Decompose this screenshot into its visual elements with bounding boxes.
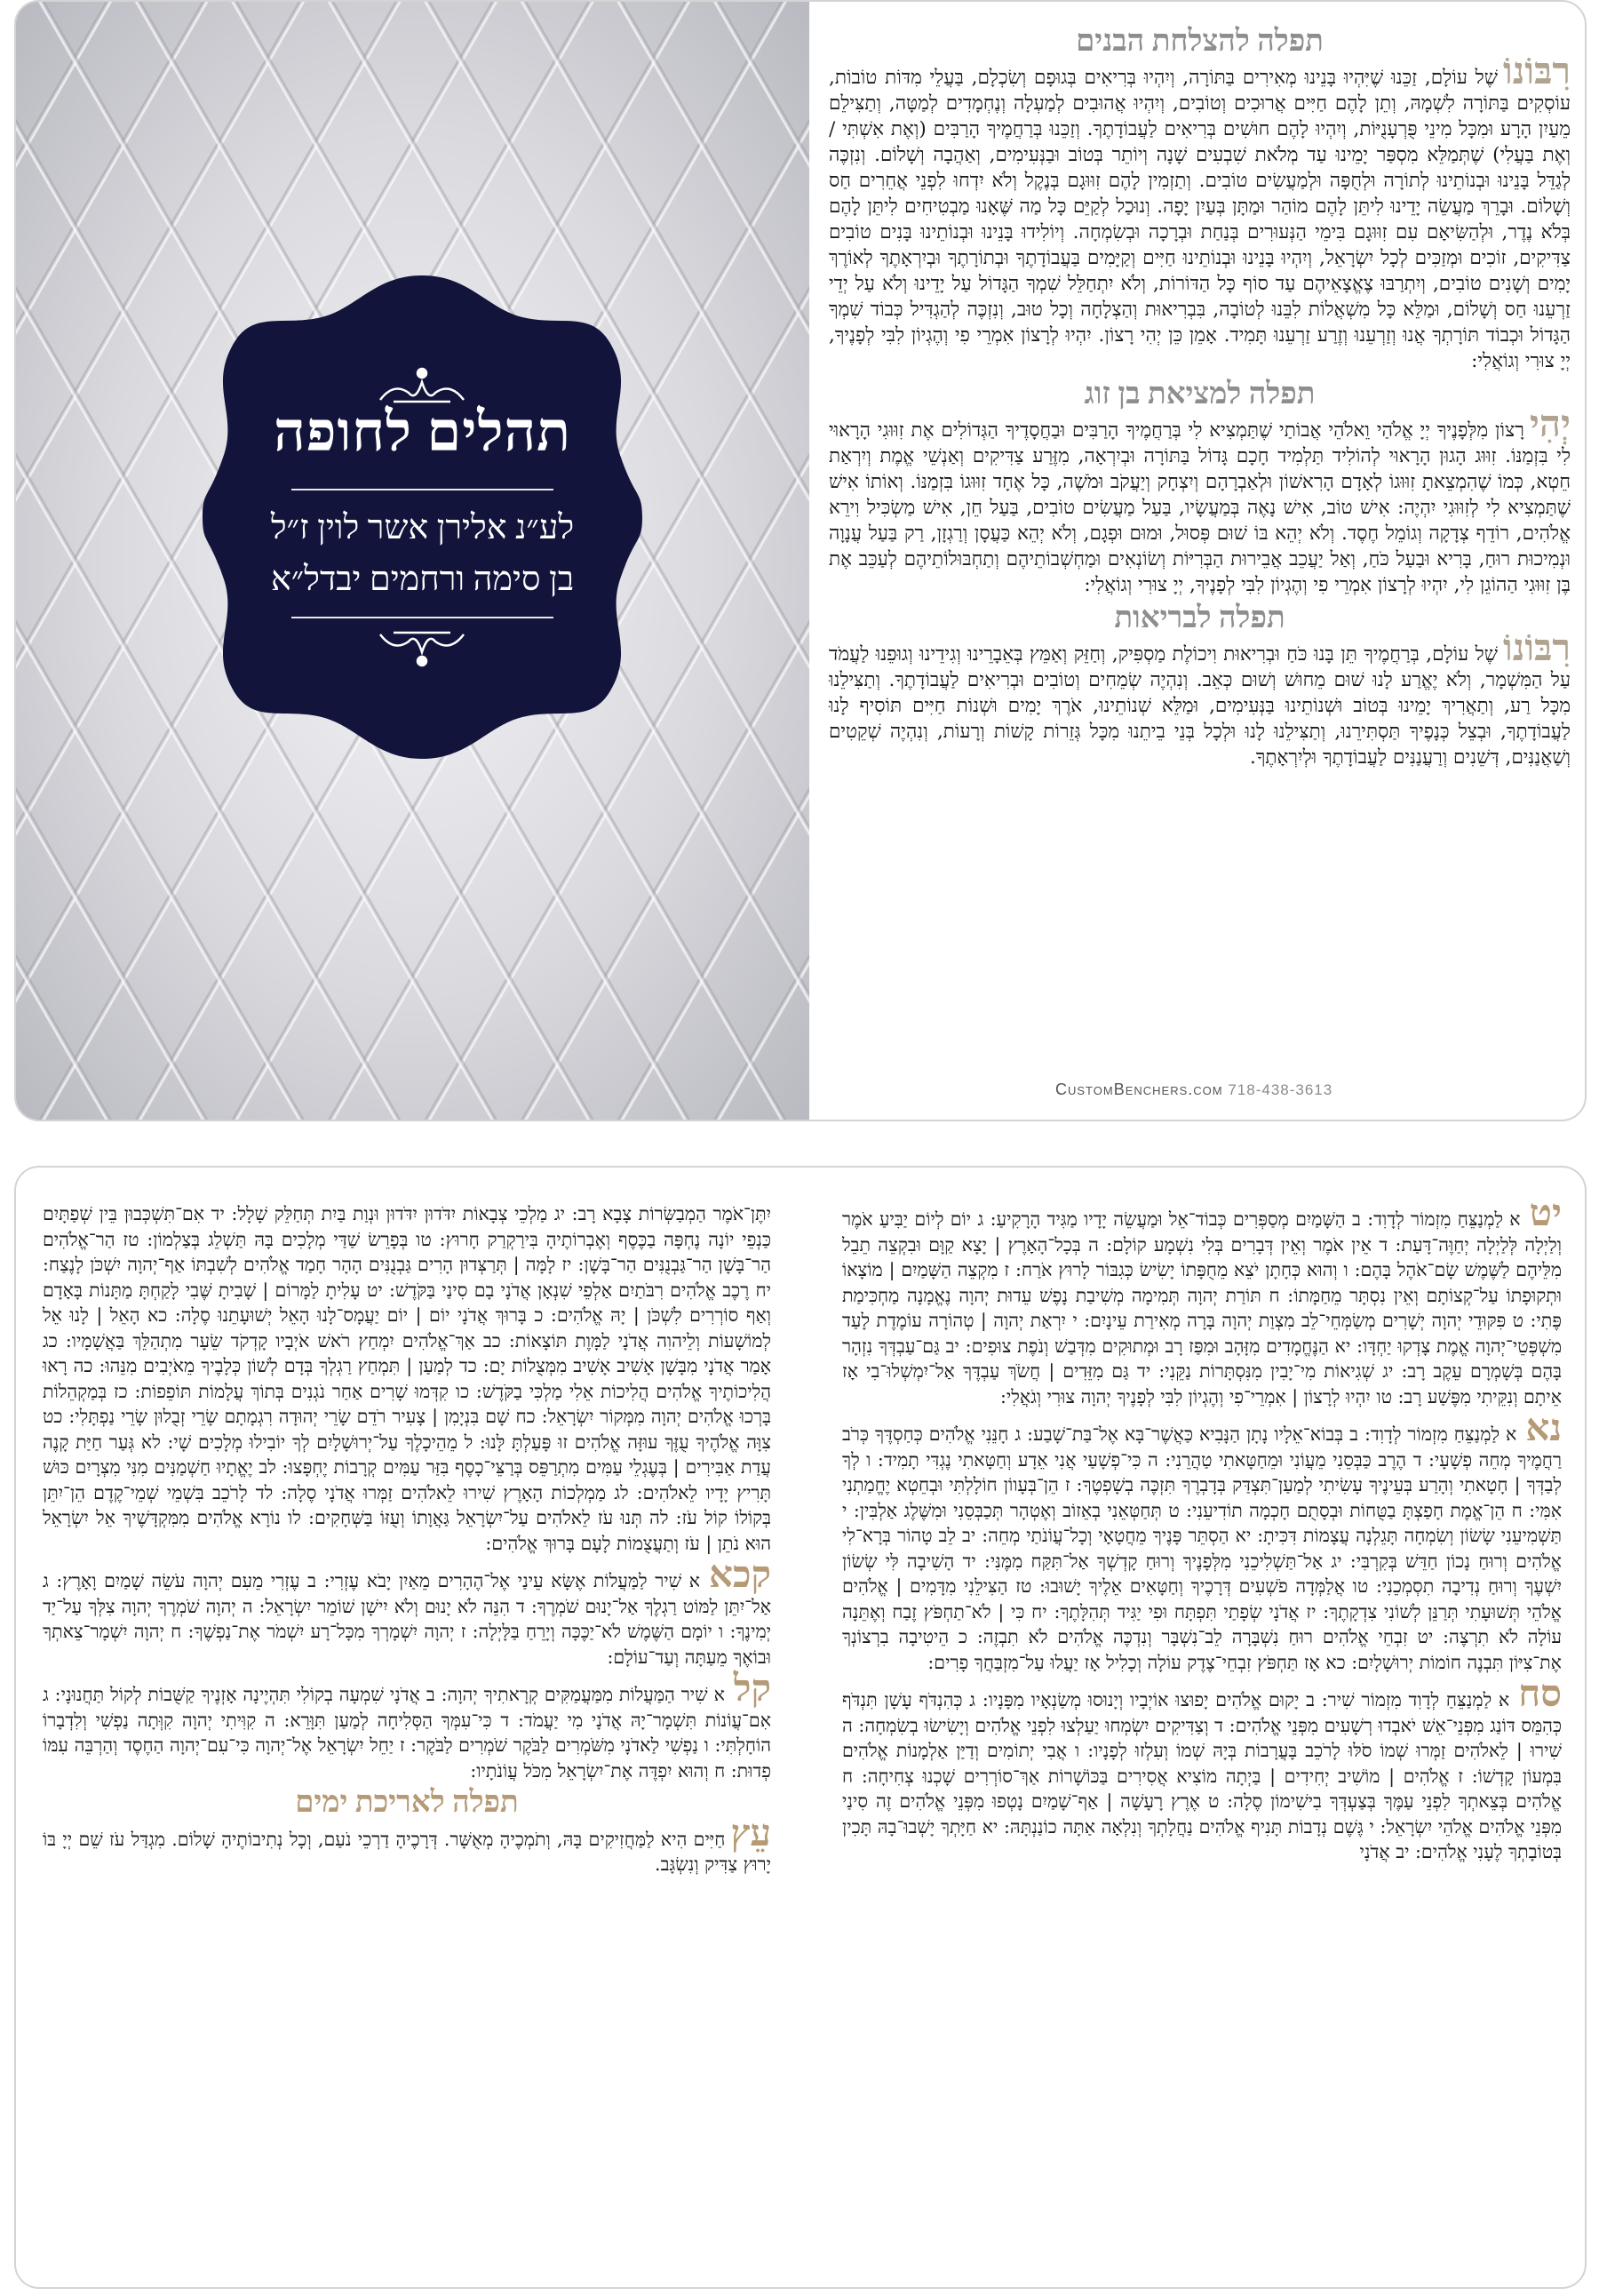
badge-dedication-line1: לע״נ אלירן אשר לוין ז״ל: [270, 509, 575, 546]
psalm-number: קל: [733, 1669, 771, 1710]
bottom-card: [14, 1166, 1587, 2289]
psalm-text: א שִׁיר לַמַּעֲלוֹת אֶשָּׂא עֵינַי אֶל־הֶהָרִים מֵאַיִן יָבֹא עֶזְרִי: ב עֶזְרִי מֵעִם יְהוָה עֹשֵׂה שָׁמַיִם וָאָרֶץ: ג אַל־יִתֵּן לַמּוֹט רַגְלֶךָ אַל־יָנוּם שֹׁמְרֶךָ: ד הִנֵּה לֹא יָנוּם וְלֹא יִישָׁן שׁוֹמֵר יִשְׂרָאֵל: ה יְהוָה שֹׁמְרֶךָ יְהוָה צִלְּךָ עַל־יַד יְמִינֶךָ: ו יוֹמָם הַשֶּׁמֶשׁ לֹא־יַכֶּכָּה וְיָרֵחַ בַּלָּיְלָה: ז יְהוָה יִשְׁמָרְךָ מִכָּל־רָע יִשְׁמֹר אֶת־נַפְשֶׁךָ: ח יְהוָה יִשְׁמָר־צֵאתְךָ וּבוֹאֶךָ מֵעַתָּה וְעַד־עוֹלָם:: [43, 1570, 771, 1668]
prayer-text: שֶׁל עוֹלָם, זַכֵּנוּ שֶׁיִּהְיוּ בָּנֵינוּ מְאִירִים בַּתּוֹרָה, וְיִהְיוּ בְּרִיאִים בְּגוּפָם וְשִׂכְלָם, בַּעֲלֵי מִדּוֹת טוֹבוֹת, עוֹסְקִים בַּתּוֹרָה לִשְׁמָהּ, וְתֵן לָהֶם חַיִּים אֲרוּכִים וְטוֹבִים, וְיִהְיוּ אֲהוּבִים לְמַעְלָה וְנֶחְמָדִים לְמַטָּה, וְתַצִּילֵם מֵעַיִן הָרָע וּמִכָּל מִינֵי פֻּרְעָנֻיּוֹת, וְיִהְיוּ לָהֶם חוּשִׁים בְּרִיאִים לַעֲבוֹדָתֶךָ. וְזַכֵּנוּ בְּרַחֲמֶיךָ הָרַבִּים (וְאֶת אִשְׁתִּי / וְאֶת בַּעֲלִי) שֶׁתְּמַלֵּא מִסְפַּר יָמֵינוּ עַד מְלֹאת שִׁבְעִים שָׁנָה וְיוֹתֵר בְּטוֹב וּבַנְּעִימִים, וְאַהֲבָה וְשָׁלוֹם. וְנִזְכֶּה לְגַדֵּל בָּנֵינוּ וּבְנוֹתֵינוּ לְתוֹרָה וּלְחֻפָּה וּלְמַעֲשִׂים טוֹבִים. וְתַזְמִין לָהֶם זִוּוּגָם בְּנֶקֶל וְלֹא יִדְחוּ לִפְנֵי אֲחֵרִים חַס וְשָׁלוֹם. וּבָרֵךְ מַעֲשֵׂה יָדֵינוּ לִיתֵּן לָהֶם מוֹהַר וּמַתָּן בְּעַיִן יָפָה. וְנוּכַל לְקַיֵּם כָּל מַה שֶּׁאָנוּ מַבְטִיחִים לִיתֵּן לָהֶם בְּלֹא נֶדֶר, וּלְהַשִּׂיאָם עִם זִוּוּגָם בִּימֵי הַנְּעוּרִים בְּנַחַת וּבְרָכָה וּבְשִׂמְחָה. וְיוֹלִידוּ בָּנֵינוּ וּבְנוֹתֵינוּ בָּנִים טוֹבִים צַדִּיקִים, זוֹכִים וּמְזַכִּים לְכָל יִשְׂרָאֵל, וְיִהְיוּ בָּנֵינוּ וּבְנוֹתֵינוּ חַיִּים וְקַיָּמִים בַּעֲבוֹדָתֶךָ וּבְתוֹרָתֶךָ וּבְיִרְאָתֶךָ לְאוֹרֶךְ יָמִים וְשָׁנִים טוֹבִים, וְיִתְרַבּוּ צֶאֱצָאֵיהֶם עַד סוֹף כָּל הַדּוֹרוֹת, וְלֹא יִתְחַלֵּל שִׁמְךָ הַגָּדוֹל עַל יָדֵינוּ וְלֹא עַל יְדֵי זַרְעֵנוּ חַס וְשָׁלוֹם, וּמַלֵּא כָּל מִשְׁאֲלוֹת לִבֵּנוּ לְטוֹבָה, בִּבְרִיאוּת וְהַצְלָחָה וְכָל טוּב, וְנִזְכֶּה לְהַגְדִּיל כְּבוֹד שִׁמְךָ הַגָּדוֹל וּכְבוֹד תּוֹרָתְךָ אֲנוּ וְזַרְעֵנוּ וְזֶרַע זַרְעֵנוּ תָּמִיד. אָמֵן כֵּן יְהִי רָצוֹן. יִהְיוּ לְרָצוֹן אִמְרֵי פִי וְהֶגְיוֹן לִבִּי לְפָנֶיךָ, יְיָ צוּרִי וְגוֹאֲלִי:: [829, 67, 1571, 372]
dropcap: עֵץ: [730, 1813, 771, 1854]
footer: [1055, 1080, 1332, 1099]
psalm-paragraph: [43, 1201, 771, 1556]
prayer-text: רָצוֹן מִלְּפָנֶיךָ יְיָ אֱלֹהַי וֵאלֹהֵי אֲבוֹתַי שֶׁתַּמְצִיא לִי בְּרַחֲמֶיךָ הָרַבִּים וּבַחֲסָדֶיךָ הַגְּדוֹלִים אֶת זִוּוּגִי הָרָאוּי לִי בִּזְמַנּוֹ. זִוּוּג הָגוּן הָרָאוּי לְהוֹלִיד תַּלְמִיד חָכָם גָּדוֹל בַּתּוֹרָה וּבְיִרְאָה, מִזֶּרַע צַדִּיקִים וְאַנְשֵׁי אֱמֶת וְיִרְאַת חֵטְא, כְּמוֹ שֶׁהִמְצֵאתָ זִוּוּגוֹ לְאָדָם הָרִאשׁוֹן וּלְאַבְרָהָם וְיִצְחָק וְיַעֲקֹב וּמֹשֶׁה, כָּל אֶחָד זִוּוּגוֹ בִּזְמַנּוֹ. וְאוֹתוֹ אִישׁ שֶׁתַּמְצִיא לִי לְזִוּוּגִי יִהְיֶה: אִישׁ טוֹב, אִישׁ נָאֶה בְּמַעֲשָׂיו, בַּעַל מַעֲשִׂים טוֹבִים, בַּעַל חֵן, אִישׁ מַשְׂכִּיל וִירֵא אֱלֹהִים, רוֹדֵף צְדָקָה וְגוֹמֵל חֶסֶד. וְלֹא יְהֵא בּוֹ שׁוּם פְּסוּל, וּמוּם וּפְגָם, וְלֹא יְהֵא כַּעֲסָן וְרַגְזָן, רַק בַּעַל עֲנָוָה וּנְמִיכוּת רוּחַ, בָּרִיא וּבַעַל כֹּחַ, וְאַל יַעֲכֵב אֲבֵירוּת הַבְּרִיּוֹת וְשׂוֹנְאִים וּמַחְשְׁבוֹתֵיהֶם וְתַחְבּוּלוֹתֵיהֶם לְעַכֵּב אֶת בֶּן זִוּוּגִי הַהוֹגֵן לִי, יִהְיוּ לְרָצוֹן אִמְרֵי פִי וְהֶגְיוֹן לִבִּי לְפָנֶיךָ, יְיָ צוּרִי וְגוֹאֲלִי:: [829, 419, 1571, 596]
psalm-text: א לַמְנַצֵּחַ מִזְמוֹר לְדָוִד: ב בְּבוֹא־אֵלָיו נָתָן הַנָּבִיא כַּאֲשֶׁר־בָּא אֶל־בַּת־שָׁבַע: ג חָנֵּנִי אֱלֹהִים כְּחַסְדֶּךָ כְּרֹב רַחֲמֶיךָ מְחֵה פְשָׁעָי: ד הֶרֶב כַּבְּסֵנִי מֵעֲוֹנִי וּמֵחַטָּאתִי טַהֲרֵנִי: ה כִּי־פְשָׁעַי אֲנִי אֵדָע וְחַטָּאתִי נֶגְדִּי תָמִיד: ו לְךָ לְבַדְּךָ | חָטָאתִי וְהָרַע בְּעֵינֶיךָ עָשִׂיתִי לְמַעַן־תִּצְדַּק בְּדָבְרֶךָ תִּזְכֶּה בְשָׁפְטֶךָ: ז הֵן־בְּעָווֹן חוֹלָלְתִּי וּבְחֵטְא יֶחֱמַתְנִי אִמִּי: ח הֵן־אֱמֶת חָפַצְתָּ בַטֻּחוֹת וּבְסָתֻם חָכְמָה תוֹדִיעֵנִי: ט תְּחַטְּאֵנִי בְאֵזוֹב וְאֶטְהָר תְּכַבְּסֵנִי וּמִשֶּׁלֶג אַלְבִּין: י תַּשְׁמִיעֵנִי שָׂשׂוֹן וְשִׂמְחָה תָּגֵלְנָה עֲצָמוֹת דִּכִּיתָ: יא הַסְתֵּר פָּנֶיךָ מֵחֲטָאָי וְכָל־עֲוֹנֹתַי מְחֵה: יב לֵב טָהוֹר בְּרָא־לִי אֱלֹהִים וְרוּחַ נָכוֹן חַדֵּשׁ בְּקִרְבִּי: יג אַל־תַּשְׁלִיכֵנִי מִלְּפָנֶיךָ וְרוּחַ קָדְשְׁךָ אַל־תִּקַּח מִמֶּנִּי: יד הָשִׁיבָה לִּי שְׂשׂוֹן יִשְׁעֶךָ וְרוּחַ נְדִיבָה תִסְמְכֵנִי: טו אֲלַמְּדָה פֹשְׁעִים דְּרָכֶיךָ וְחַטָּאִים אֵלֶיךָ יָשׁוּבוּ: טז הַצִּילֵנִי מִדָּמִים | אֱלֹהִים אֱלֹהֵי תְּשׁוּעָתִי תְּרַנֵּן לְשׁוֹנִי צִדְקָתֶךָ: יז אֲדֹנָי שְׂפָתַי תִּפְתָּח וּפִי יַגִּיד תְּהִלָּתֶךָ: יח כִּי | לֹא־תַחְפֹּץ זֶבַח וְאֶתֵּנָה עוֹלָה לֹא תִרְצֶה: יט זִבְחֵי אֱלֹהִים רוּחַ נִשְׁבָּרָה לֵב־נִשְׁבָּר וְנִדְכֶּה אֱלֹהִים לֹא תִבְזֶה: כ הֵיטִיבָה בִרְצוֹנְךָ אֶת־צִיּוֹן תִּבְנֶה חוֹמוֹת יְרוּשָׁלָיִם: כא אָז תַּחְפֹּץ זִבְחֵי־צֶדֶק עוֹלָה וְכָלִיל אָז יַעֲלוּ עַל־מִזְבַּחֲךָ פָרִים:: [842, 1423, 1562, 1673]
dropcap: רִבּוֹנוֹ: [1502, 52, 1571, 92]
section-title: תפלה לבריאות: [1114, 602, 1285, 634]
badge-dedication-line2: בן סימה ורחמים יבדל״א: [270, 561, 575, 598]
psalm-paragraph: [842, 1408, 1562, 1675]
footer-brand: CustomBenchers.com: [1055, 1080, 1223, 1098]
title-badge: [203, 268, 642, 766]
dropcap: רִבּוֹנוֹ: [1502, 628, 1571, 669]
psalm-paragraph: [842, 1674, 1562, 1865]
section-title: תפלה להצלחת הבנים: [1076, 25, 1324, 58]
psalm-paragraph: [43, 1669, 771, 1783]
prayer-paragraph: [829, 52, 1571, 374]
dropcap: יְהִי: [1529, 404, 1571, 445]
section-title: תפלה לאריכת ימים: [295, 1786, 519, 1819]
psalm-text: א לַמְנַצֵּחַ לְדָוִד מִזְמוֹר שִׁיר: ב יָקוּם אֱלֹהִים יָפוּצוּ אוֹיְבָיו וְיָנוּסוּ מְשַׂנְאָיו מִפָּנָיו: ג כְּהִנְדֹּף עָשָׁן תִּנְדֹּף כְּהִמֵּס דּוֹנַג מִפְּנֵי־אֵשׁ יֹאבְדוּ רְשָׁעִים מִפְּנֵי אֱלֹהִים: ד וְצַדִּיקִים יִשְׂמְחוּ יַעַלְצוּ לִפְנֵי אֱלֹהִים וְיָשִׂישׂוּ בְשִׂמְחָה: ה שִׁירוּ | לֵאלֹהִים זַמְּרוּ שְׁמוֹ סֹלּוּ לָרֹכֵב בָּעֲרָבוֹת בְּיָהּ שְׁמוֹ וְעִלְזוּ לְפָנָיו: ו אֲבִי יְתוֹמִים וְדַיַּן אַלְמָנוֹת אֱלֹהִים בִּמְעוֹן קָדְשׁוֹ: ז אֱלֹהִים | מוֹשִׁיב יְחִידִים | בַּיְתָה מוֹצִיא אֲסִירִים בַּכּוֹשָׁרוֹת אַךְ־סוֹרְרִים שָׁכְנוּ צְחִיחָה: ח אֱלֹהִים בְּצֵאתְךָ לִפְנֵי עַמֶּךָ בְּצַעְדְּךָ בִישִׁימוֹן סֶלָה: ט אֶרֶץ רָעָשָׁה | אַף־שָׁמַיִם נָטְפוּ מִפְּנֵי אֱלֹהִים זֶה סִינַי מִפְּנֵי אֱלֹהִים אֱלֹהֵי יִשְׂרָאֵל: י גֶּשֶׁם נְדָבוֹת תָּנִיף אֱלֹהִים נַחֲלָתְךָ וְנִלְאָה אַתָּה כוֹנַנְתָּהּ: יא חַיָּתְךָ יָשְׁבוּ־בָהּ תָּכִין בְּטוֹבָתְךָ לֶעָנִי אֱלֹהִים: יב אֲדֹנָי: [842, 1689, 1562, 1862]
psalm-paragraph: [43, 1555, 771, 1670]
psalm-text: יִתֶּן־אֹמֶר הַמְבַשְּׂרוֹת צָבָא רָב: יג מַלְכֵי צְבָאוֹת יִדֹּדוּן יִדֹּדוּן וּנְוַת בַּיִת תְּחַלֵּק שָׁלָל: יד אִם־תִּשְׁכְּבוּן בֵּין שְׁפַתָּיִם כַּנְפֵי יוֹנָה נֶחְפָּה בַכֶּסֶף וְאֶבְרוֹתֶיהָ בִּירַקְרַק חָרוּץ: טו בְּפָרֵשׂ שַׁדַּי מְלָכִים בָּהּ תַּשְׁלֵג בְּצַלְמוֹן: טז הַר־אֱלֹהִים הַר־בָּשָׁן הַר־גַּבְנֻנִּים הַר־בָּשָׁן: יז לָמָּה | תְּרַצְּדוּן הָרִים גַּבְנֻנִּים הָהָר חָמַד אֱלֹהִים לְשִׁבְתּוֹ אַף־יְהוָה יִשְׁכֹּן לָנֶצַח: יח רֶכֶב אֱלֹהִים רִבֹּתַיִם אַלְפֵי שִׁנְאָן אֲדֹנָי בָם סִינַי בַּקֹּדֶשׁ: יט עָלִיתָ לַמָּרוֹם | שָׁבִיתָ שֶּׁבִי לָקַחְתָּ מַתָּנוֹת בָּאָדָם וְאַף סוֹרְרִים לִשְׁכֹּן | יָהּ אֱלֹהִים: כ בָּרוּךְ אֲדֹנָי יוֹם | יוֹם יַעֲמָס־לָנוּ הָאֵל יְשׁוּעָתֵנוּ סֶלָה: כא הָאֵל | לָנוּ אֵל לְמוֹשָׁעוֹת וְלֵיהוִה אֲדֹנָי לַמָּוֶת תּוֹצָאוֹת: כב אַךְ־אֱלֹהִים יִמְחַץ רֹאשׁ אֹיְבָיו קָדְקֹד שֵׂעָר מִתְהַלֵּךְ בַּאֲשָׁמָיו: כג אָמַר אֲדֹנָי מִבָּשָׁן אָשִׁיב אָשִׁיב מִמְּצֻלוֹת יָם: כד לְמַעַן | תִּמְחַץ רַגְלְךָ בְּדָם לְשׁוֹן כְּלָבֶיךָ מֵאֹיְבִים מִנֵּהוּ: כה רָאוּ הֲלִיכוֹתֶיךָ אֱלֹהִים הֲלִיכוֹת אֵלִי מַלְכִּי בַקֹּדֶשׁ: כו קִדְּמוּ שָׁרִים אַחַר נֹגְנִים בְּתוֹךְ עֲלָמוֹת תּוֹפֵפוֹת: כז בְּמַקְהֵלוֹת בָּרְכוּ אֱלֹהִים יְהוָה מִמְּקוֹר יִשְׂרָאֵל: כח שָׁם בִּנְיָמִן | צָעִיר רֹדֵם שָׂרֵי יְהוּדָה רִגְמָתָם שָׂרֵי זְבֻלוּן שָׂרֵי נַפְתָּלִי: כט צִוָּה אֱלֹהֶיךָ עֻזֶּךָ עוּזָּה אֱלֹהִים זוּ פָּעַלְתָּ לָּנוּ: ל מֵהֵיכָלֶךָ עַל־יְרוּשָׁלָיִם לְךָ יוֹבִילוּ מְלָכִים שָׁי: לא גְּעַר חַיַּת קָנֶה עֲדַת אַבִּירִים | בְּעֶגְלֵי עַמִּים מִתְרַפֵּס בְּרַצֵּי־כָסֶף בִּזַּר עַמִּים קְרָבוֹת יֶחְפָּצוּ: לב יֶאֱתָיוּ חַשְׁמַנִּים מִנִּי מִצְרָיִם כּוּשׁ תָּרִיץ יָדָיו לֵאלֹהִים: לג מַמְלְכוֹת הָאָרֶץ שִׁירוּ לֵאלֹהִים זַמְּרוּ אֲדֹנָי סֶלָה: לד לָרֹכֵב בִּשְׁמֵי שְׁמֵי־קֶדֶם הֵן־יִתֵּן בְּקוֹלוֹ קוֹל עֹז: לה תְּנוּ עֹז לֵאלֹהִים עַל־יִשְׂרָאֵל גַּאֲוָתוֹ וְעֻזּוֹ בַּשְּׁחָקִים: לו נוֹרָא אֱלֹהִים מִמִּקְדָּשֶׁיךָ אֵל יִשְׂרָאֵל הוּא נֹתֵן | עֹז וְתַעֲצֻמוֹת לָעָם בָּרוּךְ אֱלֹהִים:: [43, 1203, 771, 1554]
psalm-text: א לַמְנַצֵּחַ מִזְמוֹר לְדָוִד: ב הַשָּׁמַיִם מְסַפְּרִים כְּבוֹד־אֵל וּמַעֲשֵׂה יָדָיו מַגִּיד הָרָקִיעַ: ג יוֹם לְיוֹם יַבִּיעַ אֹמֶר וְלַיְלָה לְּלַיְלָה יְחַוֶּה־דָּעַת: ד אֵין אֹמֶר וְאֵין דְּבָרִים בְּלִי נִשְׁמָע קוֹלָם: ה בְּכָל־הָאָרֶץ | יָצָא קַוָּם וּבִקְצֵה תֵבֵל מִלֵּיהֶם לַשֶּׁמֶשׁ שָׂם־אֹהֶל בָּהֶם: ו וְהוּא כְּחָתָן יֹצֵא מֵחֻפָּתוֹ יָשִׂישׂ כְּגִבּוֹר לָרוּץ אֹרַח: ז מִקְצֵה הַשָּׁמַיִם | מוֹצָאוֹ וּתְקוּפָתוֹ עַל־קְצוֹתָם וְאֵין נִסְתָּר מֵחַמָּתוֹ: ח תּוֹרַת יְהוָה תְּמִימָה מְשִׁיבַת נָפֶשׁ עֵדוּת יְהוָה נֶאֱמָנָה מַחְכִּימַת פֶּתִי: ט פִּקּוּדֵי יְהוָה יְשָׁרִים מְשַׂמְּחֵי־לֵב מִצְוַת יְהוָה בָּרָה מְאִירַת עֵינָיִם: י יִרְאַת יְהוָה | טְהוֹרָה עוֹמֶדֶת לָעַד מִשְׁפְּטֵי־יְהוָה אֱמֶת צָדְקוּ יַחְדָּו: יא הַנֶּחֱמָדִים מִזָּהָב וּמִפַּז רָב וּמְתוּקִים מִדְּבַשׁ וְנֹפֶת צוּפִים: יב גַּם־עַבְדְּךָ נִזְהָר בָּהֶם בְּשָׁמְרָם עֵקֶב רָב: יג שְׁגִיאוֹת מִי־יָבִין מִנִּסְתָּרוֹת נַקֵּנִי: יד גַּם מִזֵּדִים | חֲשֹׂךְ עַבְדֶּךָ אַל־יִמְשְׁלוּ־בִי אָז אֵיתָם וְנִקֵּיתִי מִפֶּשַׁע רָב: טו יִהְיוּ לְרָצוֹן | אִמְרֵי־פִי וְהֶגְיוֹן לִבִּי לְפָנֶיךָ יְהוָה צוּרִי וְגֹאֲלִי:: [842, 1208, 1562, 1407]
psalms-left-column: [43, 1201, 771, 1885]
psalms-right-column: [842, 1193, 1562, 1872]
psalm-number: קכא: [709, 1555, 771, 1596]
prayers-column: [829, 25, 1571, 777]
psalm-number: יט: [1529, 1193, 1562, 1234]
top-card: [14, 0, 1587, 1121]
psalm-paragraph: [842, 1193, 1562, 1409]
psalm-text: א שִׁיר הַמַּעֲלוֹת מִמַּעֲמַקִּים קְרָאתִיךָ יְהוָה: ב אֲדֹנָי שִׁמְעָה בְקוֹלִי תִּהְיֶינָה אָזְנֶיךָ קַשֻּׁבוֹת לְקוֹל תַּחֲנוּנָי: ג אִם־עֲוֹנוֹת תִּשְׁמָר־יָהּ אֲדֹנָי מִי יַעֲמֹד: ד כִּי־עִמְּךָ הַסְּלִיחָה לְמַעַן תִּוָּרֵא: ה קִוִּיתִי יְהוָה קִוְּתָה נַפְשִׁי וְלִדְבָרוֹ הוֹחָלְתִּי: ו נַפְשִׁי לַאדֹנָי מִשֹּׁמְרִים לַבֹּקֶר שֹׁמְרִים לַבֹּקֶר: ז יַחֵל יִשְׂרָאֵל אֶל־יְהוָה כִּי־עִם־יְהוָה הַחֶסֶד וְהַרְבֵּה עִמּוֹ פְדוּת: ח וְהוּא יִפְדֶּה אֶת־יִשְׂרָאֵל מִכֹּל עֲוֹנֹתָיו:: [43, 1684, 771, 1782]
prayer-paragraph: [829, 404, 1571, 598]
prayer-text: שֶׁל עוֹלָם, בְּרַחֲמֶיךָ תֵּן בָּנוּ כֹּחַ וּבְרִיאוּת וִיכוֹלֶת מַסְפִּיק, וְחַזֵּק וְאַמֵּץ בְּאֵבָרֵינוּ וְגִידֵינוּ וְגוּפֵנוּ לַעֲמֹד עַל הַמִּשְׁמָר, וְלֹא יֶאֱרַע לָנוּ שׁוּם מֵחוּשׁ וְשׁוּם כְּאֵב. וְנִהְיֶה שְׂמֵחִים וְטוֹבִים וּבְרִיאִים לַעֲבוֹדָתֶךָ. וְתַצִּילֵנוּ מִכָּל רַע, וְתַאֲרִיךְ יָמֵינוּ בְּטוֹב וּשְׁנוֹתֵינוּ בַּנְּעִימִים, וּמַלֵּא שְׁנוֹתֵינוּ, אֹרֶךְ יָמִים וּשְׁנוֹת חַיִּים תּוֹסִיף לָנוּ לַעֲבוֹדָתֶךָ, וּבְצֵל כְּנָפֶיךָ תַּסְתִּירֵנוּ, וְתַצִּילֵנוּ לָנוּ וּלְכָל בְּנֵי בֵיתֵנוּ מִכָּל גְּזֵרוֹת קָשׁוֹת וְרָעוֹת, וְנִהְיֶה שְׁקֵטִים וְשַׁאֲנַנִּים, דְּשֵׁנִים וְרַעֲנַנִּים לַעֲבוֹדָתֶךָ וּלְיִרְאָתֶךָ.: [829, 643, 1571, 769]
psalm-number: נא: [1525, 1408, 1562, 1449]
prayer-paragraph: [43, 1813, 771, 1877]
badge-title: תהלים לחופה: [274, 403, 571, 463]
badge-divider: [291, 489, 553, 490]
psalm-number: סח: [1518, 1674, 1562, 1715]
footer-phone: 718-438-3613: [1228, 1081, 1333, 1098]
prayer-text: חַיִּים הִיא לַמַּחֲזִיקִים בָּהּ, וְתֹמְכֶיהָ מְאֻשָּׁר. דְּרָכֶיהָ דַרְכֵי נֹעַם, וְכָל נְתִיבוֹתֶיהָ שָׁלוֹם. מִגְדַּל עֹז שֵׁם יְיָ בּוֹ יָרוּץ צַדִּיק וְנִשְׂגָּב.: [43, 1828, 771, 1875]
prayer-paragraph: [829, 628, 1571, 770]
badge-divider: [291, 617, 553, 618]
section-title: תפלה למציאת בן זוג: [1084, 378, 1316, 411]
